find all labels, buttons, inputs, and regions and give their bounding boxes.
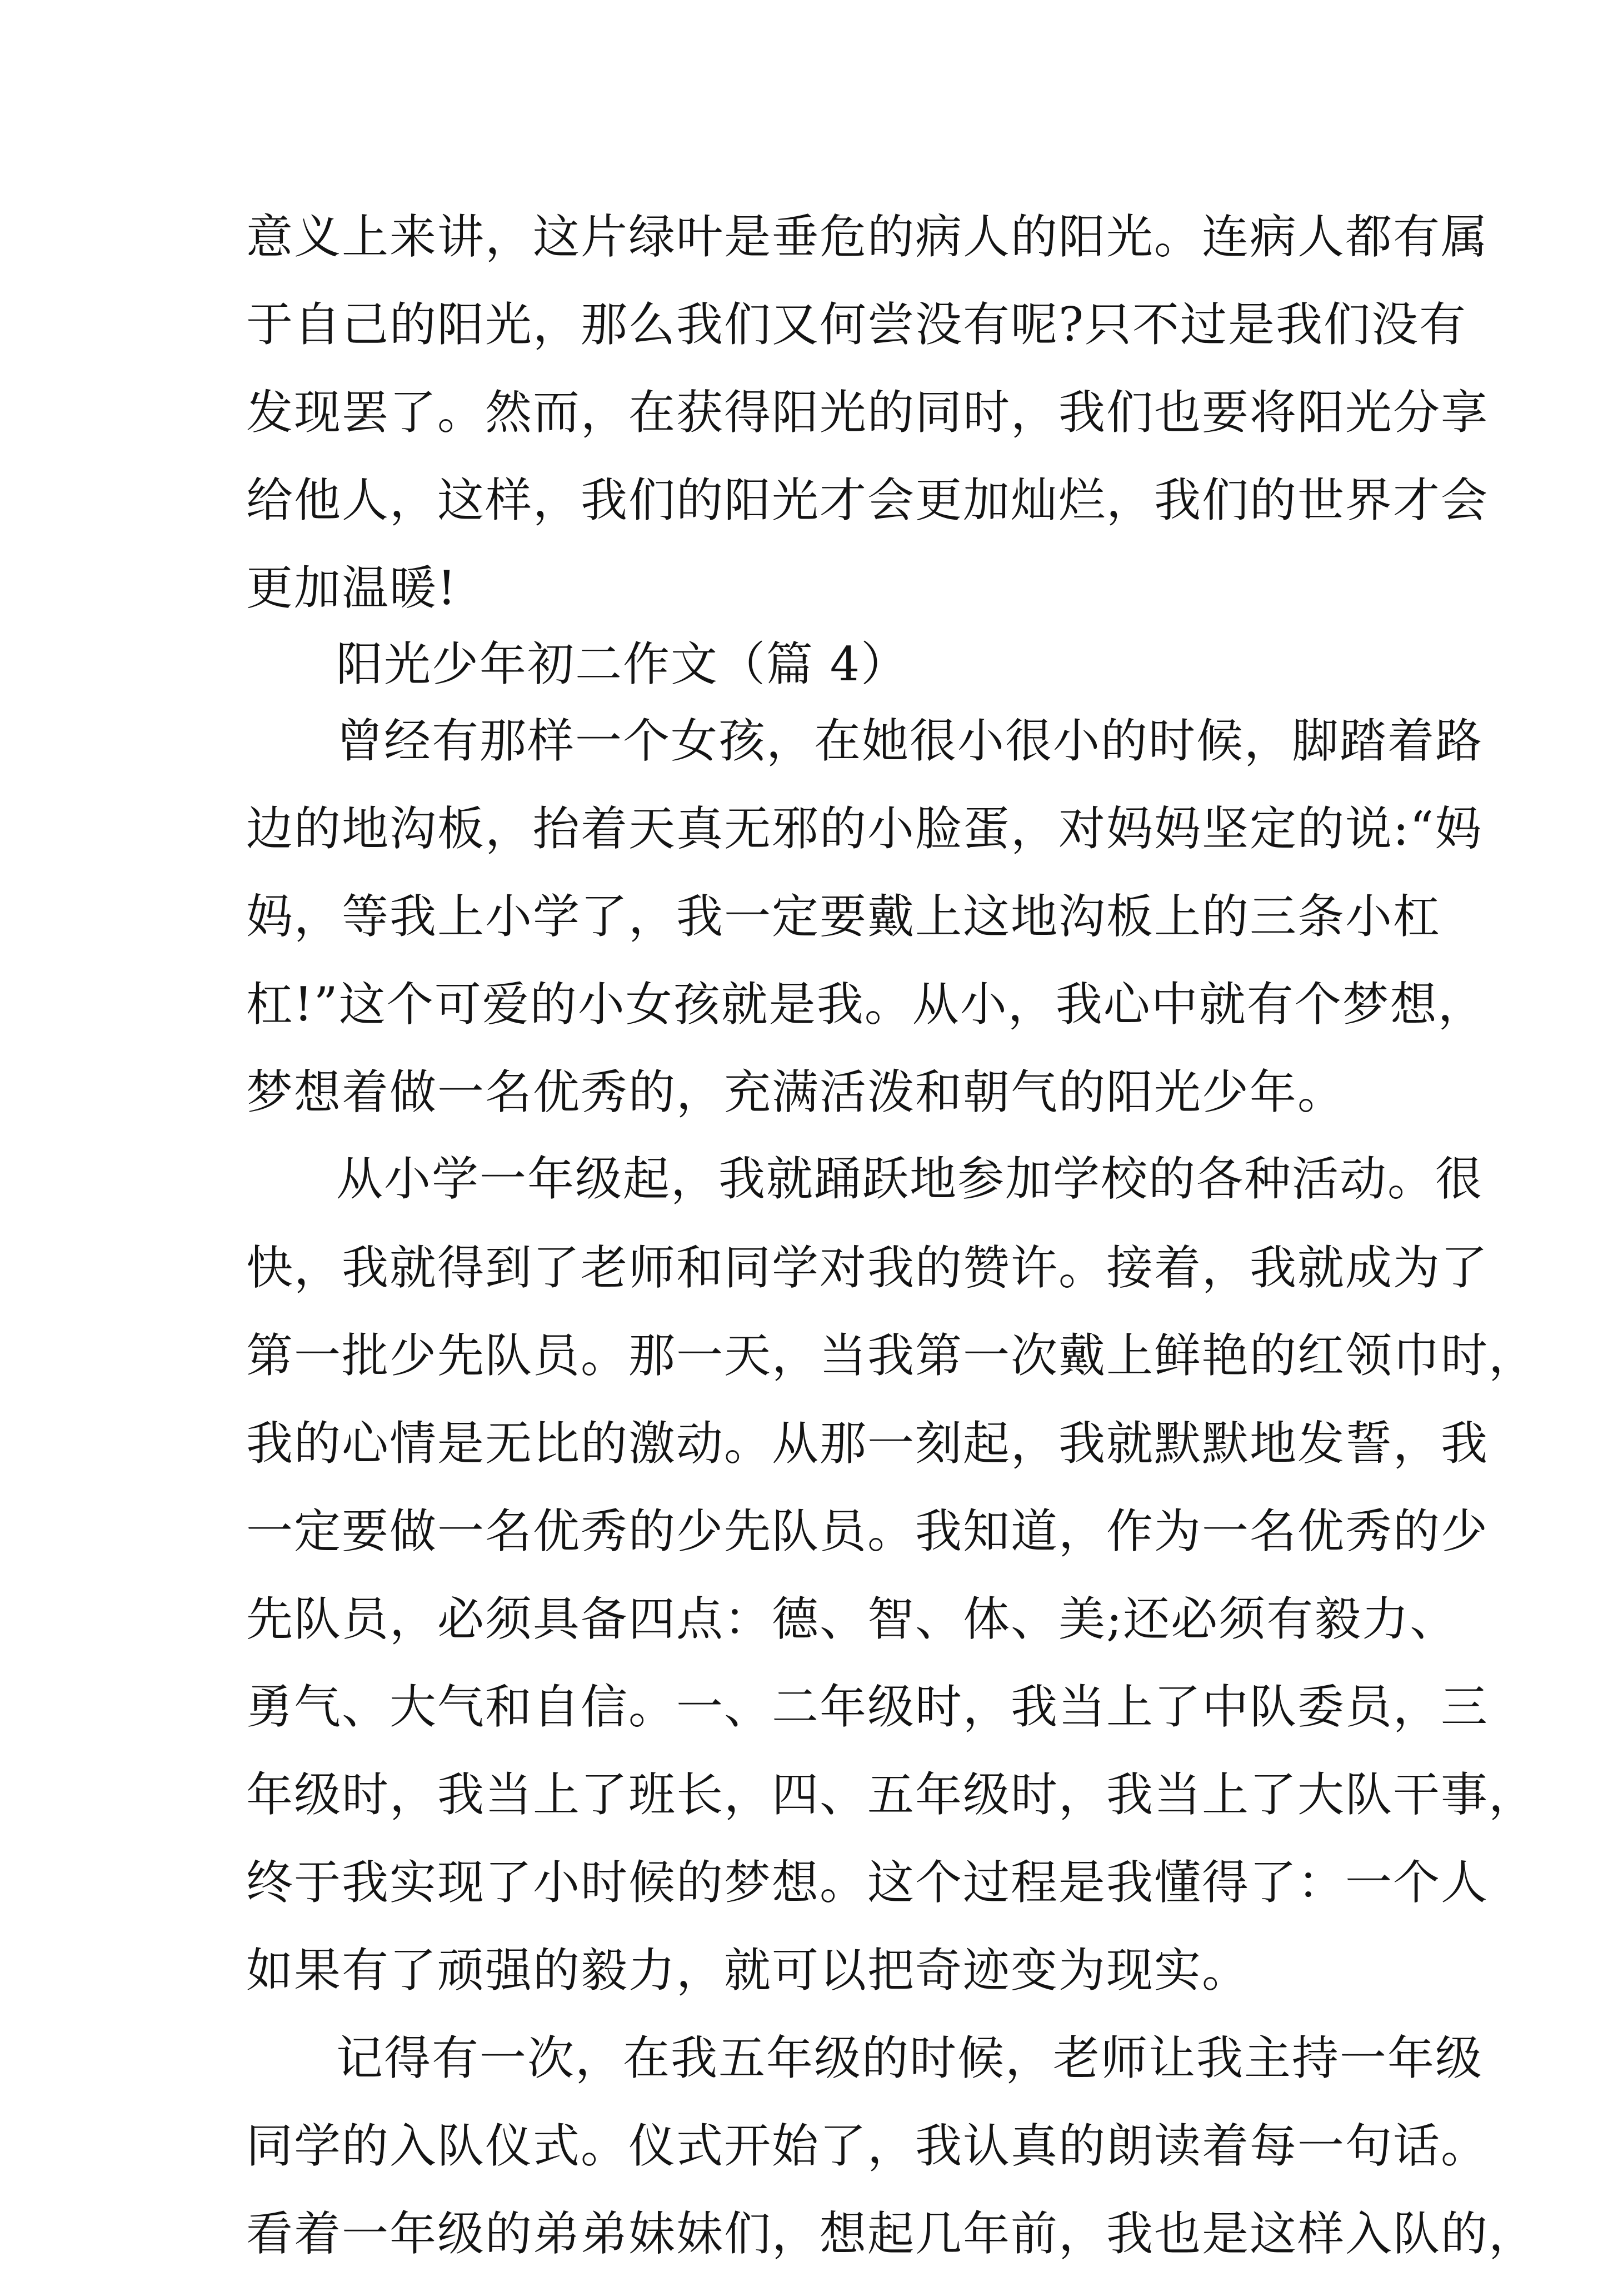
paragraph-line: 记得有一次，在我五年级的时候，老师让我主持一年级 — [336, 2031, 1484, 2085]
paragraph-line: 妈，等我上小学了，我一定要戴上这地沟板上的三条小杠 — [246, 889, 1441, 944]
paragraph-line: 梦想着做一名优秀的，充满活泼和朝气的阳光少年。 — [246, 1065, 1346, 1119]
paragraph-line: 同学的入队仪式。仪式开始了，我认真的朗读着每一句话。 — [246, 2119, 1489, 2173]
paragraph-line: 勇气、大气和自信。一、二年级时，我当上了中队委员，三 — [246, 1680, 1489, 1734]
paragraph-line: 终于我实现了小时候的梦想。这个过程是我懂得了：一个人 — [246, 1855, 1489, 1910]
paragraph-line: 意义上来讲，这片绿叶是垂危的病人的阳光。连病人都有属 — [246, 210, 1489, 264]
paragraph-line: 如果有了顽强的毅力，就可以把奇迹变为现实。 — [246, 1943, 1250, 1998]
paragraph-line: 边的地沟板，抬着天真无邪的小脸蛋，对妈妈坚定的说:“妈 — [246, 801, 1483, 856]
paragraph-line: 给他人，这样，我们的阳光才会更加灿烂，我们的世界才会 — [246, 473, 1489, 527]
paragraph-line: 看着一年级的弟弟妹妹们，想起几年前，我也是这样入队的， — [246, 2207, 1537, 2261]
paragraph-line: 我的心情是无比的激动。从那一刻起，我就默默地发誓，我 — [246, 1416, 1489, 1471]
paragraph-line: 于自己的阳光，那么我们又何尝没有呢?只不过是我们没有 — [246, 297, 1467, 352]
paragraph-line: 曾经有那样一个女孩，在她很小很小的时候，脚踏着路 — [336, 714, 1484, 768]
paragraph-line: 年级时，我当上了班长，四、五年级时，我当上了大队干事， — [246, 1767, 1537, 1822]
paragraph-line: 发现罢了。然而，在获得阳光的同时，我们也要将阳光分享 — [246, 385, 1489, 440]
paragraph-line: 先队员，必须具备四点：德、智、体、美;还必须有毅力、 — [246, 1592, 1458, 1646]
paragraph-line: 从小学一年级起，我就踊跃地参加学校的各种活动。很 — [336, 1152, 1484, 1206]
paragraph-line: 更加温暖! — [246, 561, 457, 615]
paragraph-line: 第一批少先队员。那一天，当我第一次戴上鲜艳的红领巾时， — [246, 1328, 1537, 1383]
section-heading: 阳光少年初二作文（篇 4） — [336, 637, 909, 691]
paragraph-line: 杠!”这个可爱的小女孩就是我。从小，我心中就有个梦想， — [246, 977, 1486, 1032]
paragraph-line: 一定要做一名优秀的少先队员。我知道，作为一名优秀的少 — [246, 1504, 1489, 1558]
paragraph-line: 快，我就得到了老师和同学对我的赞许。接着，我就成为了 — [246, 1241, 1489, 1295]
